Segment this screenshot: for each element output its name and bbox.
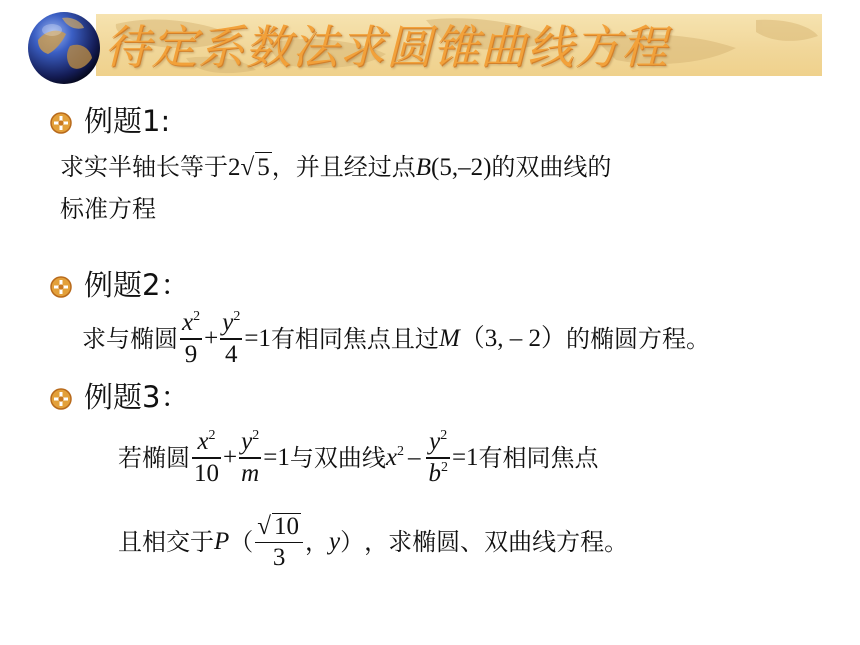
frac-denominator: b <box>428 459 441 487</box>
exponent: 2 <box>208 428 216 444</box>
example3-text-prefix2: 且相交于 <box>118 528 214 556</box>
example3-text-prefix: 若椭圆 <box>118 444 190 472</box>
plus-sign: + <box>204 325 219 352</box>
fraction-y2-over-4 <box>220 310 242 368</box>
example1-radicand: 5 <box>257 154 270 181</box>
bullet-icon <box>50 276 72 298</box>
example3-text-suffix2: ，求椭圆、双曲线方程。 <box>364 528 629 556</box>
frac-radicand: 10 <box>274 512 300 540</box>
example2-text-prefix: 求与椭圆 <box>82 325 178 353</box>
frac-denominator: 4 <box>225 340 238 368</box>
example1-coef: 2 <box>228 154 241 181</box>
fraction-sqrt10-over-3: $\frac{√ 10}{3}$ <box>255 513 303 572</box>
example3-line2 <box>118 506 628 578</box>
frac-numerator: y <box>241 428 253 456</box>
fraction-y2-over-b2 <box>426 429 450 487</box>
fraction-y2-over-m <box>239 429 261 487</box>
frac-denominator: 9 <box>184 340 198 368</box>
frac-denominator: 10 <box>194 459 219 487</box>
left-paren: （ <box>229 528 254 556</box>
frac-denominator: m <box>241 459 260 487</box>
right-paren: ） <box>340 528 365 556</box>
example2-line <box>82 304 710 374</box>
example3-line1 <box>118 422 599 494</box>
exponent: 2 <box>193 309 201 325</box>
example1-heading: 例题1: <box>84 104 171 138</box>
globe-icon <box>26 10 102 86</box>
example2-text-mid: 有相同焦点且过 <box>270 325 439 353</box>
x-squared-base: x <box>385 444 397 471</box>
slide-title: 待定系数法求圆锥曲线方程 <box>104 20 668 74</box>
frac-numerator: x <box>197 428 209 456</box>
example1-text-prefix: 求实半轴长等于 <box>60 153 228 181</box>
equals-one: =1 <box>263 444 290 471</box>
frac-numerator: y <box>429 428 441 456</box>
example1-text-suffix: 的双曲线的 <box>491 153 612 181</box>
example1-point-name: B <box>415 154 432 181</box>
sqrt-symbol: √ 5 <box>240 154 270 181</box>
example2-point-name: M <box>438 325 460 352</box>
plus-sign: + <box>223 444 238 471</box>
example3-point-name: P <box>214 528 230 555</box>
minus-sign: – <box>407 444 421 471</box>
example3-text-suffix: 有相同焦点 <box>478 444 599 472</box>
frac-denominator: 3 <box>272 544 286 572</box>
bullet-icon <box>50 112 72 134</box>
exponent: 2 <box>440 459 448 475</box>
example3-text-mid: 与双曲线 <box>289 444 386 472</box>
exponent: 2 <box>252 428 260 444</box>
frac-numerator: x <box>182 309 194 337</box>
example3-heading: 例题3： <box>84 380 190 414</box>
example1-point <box>416 154 492 181</box>
exponent: 2 <box>440 428 448 444</box>
example1-line1 <box>60 152 611 183</box>
example2-heading: 例题2： <box>84 268 190 302</box>
fraction-x2-over-9 <box>180 310 202 368</box>
equals-one: =1 <box>451 444 479 471</box>
y-variable: y <box>329 528 341 555</box>
comma: ， <box>305 528 330 556</box>
exponent: 2 <box>396 444 404 459</box>
bullet-icon <box>50 388 72 410</box>
example1-line2: 标准方程 <box>60 195 156 223</box>
example1-point-coords: (5,–2) <box>431 154 492 181</box>
exponent: 2 <box>233 309 241 325</box>
example1-text-mid: ，并且经过点 <box>271 153 416 181</box>
equals-one: =1 <box>244 325 271 352</box>
example2-point-coords: （3, – 2） <box>459 325 567 352</box>
fraction-x2-over-10 <box>192 429 221 487</box>
example1-radical <box>228 154 272 181</box>
frac-numerator: y <box>222 309 234 337</box>
example2-text-suffix: 的椭圆方程。 <box>566 325 711 353</box>
